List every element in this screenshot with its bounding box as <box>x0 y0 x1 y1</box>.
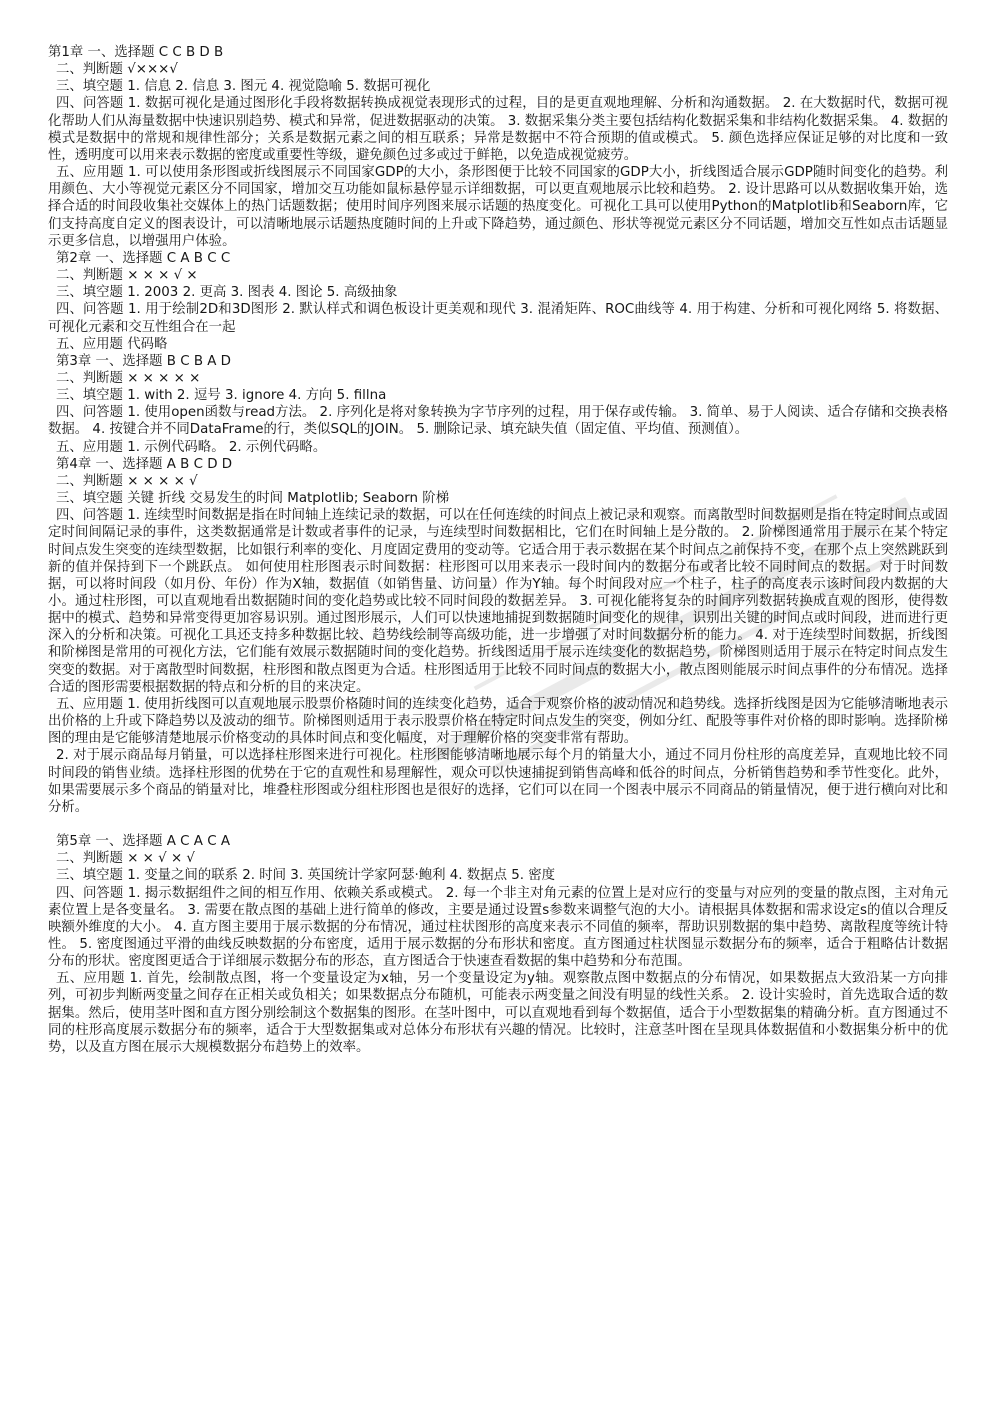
chapter-4 <box>48 456 948 816</box>
chapter-4-choice: 第4章 一、选择题 A B C D D <box>56 456 233 472</box>
chapter-1-qa: 四、问答题 1. 数据可视化是通过图形化手段将数据转换成视觉表现形式的过程，目的是更直观地理解、分析和沟通数据。 2. 在大数据时代，数据可视化帮助人们从海量数据中快速识别趋势、模式和异常，促进数据驱动的决策。 3. 数据采集分类主要包括结构化数据采集和非结构化数据采集。 4. 数据的模式是数据中的常规和规律性部分；关系是数据元素之间的相互联系；异常是数据中不符合预期的值或模式。 5. 颜色选择应保证足够的对比度和一致性，透明度可以用来表示数据的密度或重要性等级，避免颜色过多或过于鲜艳，以免造成视觉疲劳。 <box>48 96 948 163</box>
chapter-2-apply: 五、应用题 代码略 <box>56 336 168 352</box>
chapter-5-choice: 第5章 一、选择题 A C A C A <box>56 834 230 850</box>
chapter-3-qa: 四、问答题 1. 使用open函数与read方法。 2. 序列化是将对象转换为字节序列的过程，用于保存或传输。 3. 简单、易于人阅读、适合存储和交换表格数据。 4. 按键合并不同DataFrame的行，类似SQL的JOIN。 5. 删除记录、填充缺失值（固定值、平均值、预测值）。 <box>48 405 948 438</box>
chapter-1 <box>48 44 948 250</box>
chapter-1-choice: 第1章 一、选择题 C C B D B <box>48 45 224 60</box>
chapter-1-apply: 五、应用题 1. 可以使用条形图或折线图展示不同国家GDP的大小，条形图便于比较不同国家的GDP大小，折线图适合展示GDP随时间变化的趋势。利用颜色、大小等视觉元素区分不同国家，增加交互功能如鼠标悬停显示详细数据，可以更直观地展示比较和趋势。 2. 设计思路可以从数据收集开始，选择合适的时间段收集社交媒体上的热门话题数据；使用时间序列图来展示话题的热度变化。可视化工具可以使用Python的Matplotlib和Seaborn库，它们支持高度自定义的图表设计，可以清晰地展示话题热度随时间的上升或下降趋势，通过颜色、形状等视觉元素区分不同话题，增加交互性如点击话题显示更多信息，以增强用户体验。 <box>48 165 948 249</box>
chapter-4-qa: 四、问答题 1. 连续型时间数据是指在时间轴上连续记录的数据，可以在任何连续的时间点上被记录和观察。而离散型时间数据则是指在特定时间点或固定时间间隔记录的事件，这类数据通常是计数或者事件的记录，与连续型时间数据相比，它们在时间轴上是分散的。 2. 阶梯图通常用于展示在某个特定时间点发生突变的连续型数据，比如银行利率的变化、月度固定费用的变动等。它适合用于表示数据在某个时间点之前保持不变，在那个点上突然跳跃到新的值并保持到下一个跳跃点。 如何使用柱形图表示时间数据：柱形图可以用来表示一段时间内的数据分布或者比较不同时间点的数据。对于时间数据，可以将时间段（如月份、年份）作为X轴，数据值（如销售量、访问量）作为Y轴。每个时间段对应一个柱子，柱子的高度表示该时间段内数据的大小。通过柱形图，可以直观地看出数据随时间的变化趋势或比较不同时间段的数据差异。 3. 可视化能将复杂的时间序列数据转换成直观的图形，使得数据中的模式、趋势和异常变得更加容易识别。通过图形展示，人们可以快速地捕捉到数据随时间变化的规律，识别出关键的时间点或时间段，进而进行更深入的分析和决策。可视化工具还支持多种数据比较、趋势线绘制等高级功能，进一步增强了对时间数据分析的能力。 4. 对于连续型时间数据，折线图和阶梯图是常用的可视化方法，它们能有效展示数据随时间的变化趋势。折线图适用于展示连续变化的数据趋势，阶梯图则适用于展示在特定时间点发生突变的数据。对于离散型时间数据，柱形图和散点图更为合适。柱形图适用于比较不同时间点的数据大小，散点图则能展示时间点事件的分布情况。选择合适的图形需要根据数据的特点和分析的目的来决定。 <box>48 508 948 695</box>
chapter-5-fill: 三、填空题 1. 变量之间的联系 2. 时间 3. 英国统计学家阿瑟·鲍利 4. 数据点 5. 密度 <box>56 868 556 884</box>
chapter-4-fill: 三、填空题 关键 折线 交易发生的时间 Matplotlib; Seaborn 阶梯 <box>56 491 450 507</box>
chapter-5-apply: 五、应用题 1. 首先，绘制散点图，将一个变量设定为x轴，另一个变量设定为y轴。观察散点图中数据点的分布情况，如果数据点大致沿某一方向排列，可初步判断两变量之间存在正相关或负相关；如果数据点分布随机，可能表示两变量之间没有明显的线性关系。 2. 设计实验时，首先选取合适的数据集。然后，使用茎叶图和直方图分别绘制这个数据集的图形。在茎叶图中，可以直观地看到每个数据值，适合于小型数据集的精确分析。直方图通过不同的柱形高度展示数据分布的频率，适合于大型数据集或对总体分布形状有兴趣的情况。比较时，注意茎叶图在呈现具体数据值和小数据集分析中的优势，以及直方图在展示大规模数据分布趋势上的效率。 <box>48 971 948 1055</box>
chapter-2 <box>48 250 948 353</box>
chapter-2-judge: 二、判断题 × × × √ × <box>56 268 198 284</box>
chapter-2-fill: 三、填空题 1. 2003 2. 更高 3. 图表 4. 图论 5. 高级抽象 <box>56 285 398 301</box>
chapter-4-judge: 二、判断题 × × × × √ <box>56 473 198 489</box>
chapter-3-judge: 二、判断题 × × × × × <box>56 370 201 386</box>
chapter-3-apply: 五、应用题 1. 示例代码略。 2. 示例代码略。 <box>56 439 327 455</box>
chapter-2-qa: 四、问答题 1. 用于绘制2D和3D图形 2. 默认样式和调色板设计更美观和现代 3. 混淆矩阵、ROC曲线等 4. 用于构建、分析和可视化网络 5. 将数据、可视化元素和交互性组合在一起 <box>48 302 948 335</box>
chapter-3-choice: 第3章 一、选择题 B C B A D <box>56 353 231 369</box>
chapter-1-fill: 三、填空题 1. 信息 2. 信息 3. 图元 4. 视觉隐喻 5. 数据可视化 <box>56 79 431 95</box>
chapter-3-fill: 三、填空题 1. with 2. 逗号 3. ignore 4. 方向 5. fillna <box>56 388 387 404</box>
chapter-5-qa: 四、问答题 1. 揭示数据组件之间的相互作用、依赖关系或模式。 2. 每一个非主对角元素的位置上是对应行的变量与对应列的变量的散点图，主对角元素位置上是各变量名。 3. 需要在散点图的基础上进行简单的修改，主要是通过设置s参数来调整气泡的大小。请根据具体数据和需求设定s的值以合理反映额外维度的大小。 4. 直方图主要用于展示数据的分布情况，通过柱状图形的高度来表示不同值的频率，帮助识别数据的集中趋势、离散程度等统计特性。 5. 密度图通过平滑的曲线反映数据的分布密度，适用于展示数据的分布形状和密度。直方图通过柱状图显示数据分布的频率，适合于粗略估计数据分布的形状。密度图更适合于详细展示数据分布的形态，直方图适合于快速查看数据的集中趋势和分布范围。 <box>48 885 948 970</box>
answer-document <box>48 44 948 1056</box>
chapter-5-judge: 二、判断题 × × √ × √ <box>56 851 195 867</box>
chapter-1-judge: 二、判断题 √×××√ <box>56 62 178 78</box>
section-spacer <box>48 816 948 833</box>
chapter-4-apply-2: 2. 对于展示商品每月销量，可以选择柱形图来进行可视化。柱形图能够清晰地展示每个月的销量大小，通过不同月份柱形的高度差异，直观地比较不同时间段的销售业绩。选择柱形图的优势在于它的直观性和易理解性，观众可以快速捕捉到销售高峰和低谷的时间点，分析销售趋势和季节性变化。此外，如果需要展示多个商品的销量对比，堆叠柱形图或分组柱形图也是很好的选择，它们可以在同一个图表中展示不同商品的销量情况，便于进行横向对比和分析。 <box>48 748 948 815</box>
chapter-3 <box>48 353 948 456</box>
chapter-5 <box>48 833 948 1056</box>
chapter-2-choice: 第2章 一、选择题 C A B C C <box>56 250 231 266</box>
chapter-4-apply: 五、应用题 1. 使用折线图可以直观地展示股票价格随时间的连续变化趋势，适合于观察价格的波动情况和趋势线。选择折线图是因为它能够清晰地表示出价格的上升或下降趋势以及波动的细节。阶梯图则适用于表示股票价格在特定时间点发生的突变，例如分红、配股等事件对价格的即时影响。选择阶梯图的理由是它能够清楚地展示价格变动的具体时间点和变化幅度，对于理解价格的突变非常有帮助。 <box>48 696 948 747</box>
